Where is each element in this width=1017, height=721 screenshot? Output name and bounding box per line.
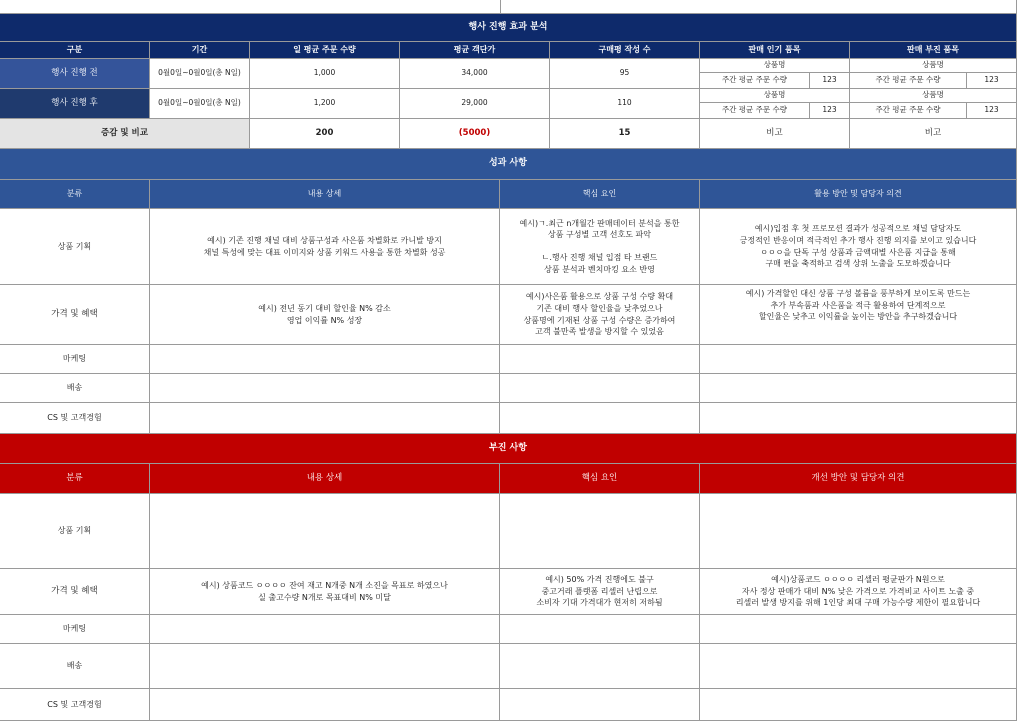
diff-popular-note[interactable]: 비고 (700, 119, 850, 149)
weak-item-qty-before[interactable]: 123 (967, 73, 1017, 89)
results-factor[interactable] (500, 345, 700, 374)
weak-item-name-after[interactable]: 상품명 (850, 89, 1017, 103)
price-after[interactable]: 29,000 (400, 89, 550, 119)
weak-detail[interactable] (150, 615, 500, 644)
results-title: 성과 사항 (0, 149, 1017, 180)
top-blank-cell-right[interactable] (501, 0, 1017, 14)
results-header-opinion: 활용 방안 및 담당자 의견 (700, 180, 1017, 209)
weak-header-opinion: 개선 방안 및 담당자 의견 (700, 464, 1017, 494)
results-factor[interactable]: 예시)사은품 활용으로 상품 구성 수량 확대 기존 대비 행사 할인율을 낮추었으나 상품명에 기재된 상품 구성 수량은 증가하여 고객 불만족 발생을 방지할 수 있었음 (500, 285, 700, 345)
results-opinion[interactable]: 예시) 가격할인 대신 상품 구성 볼륨을 풍부하게 보이도록 만드는 추가 부속품과 사은품을 적극 활용하여 단계적으로 할인율은 낮추고 이익률을 높이는 방안을 추구하겠습니다 (700, 285, 1017, 345)
weak-detail[interactable]: 예시) 상품코드 ㅇㅇㅇㅇ 잔여 재고 N개중 N개 소진을 목표로 하였으나 실 출고수량 N개로 목표대비 N% 미달 (150, 569, 500, 615)
results-category: CS 및 고객경험 (0, 403, 150, 434)
weak-item-name-before[interactable]: 상품명 (850, 59, 1017, 73)
results-detail[interactable]: 예시) 기존 진행 채널 대비 상품구성과 사은품 차별화로 카니발 방지 채널 특성에 맞는 대표 이미지와 상품 키워드 사용을 통한 차별화 성공 (150, 209, 500, 285)
weak-item-qty-after[interactable]: 123 (967, 103, 1017, 119)
price-before[interactable]: 34,000 (400, 59, 550, 89)
reviews-before[interactable]: 95 (550, 59, 700, 89)
results-category: 가격 및 혜택 (0, 285, 150, 345)
diff-label: 증감 및 비교 (0, 119, 250, 149)
results-category: 상품 기획 (0, 209, 150, 285)
effect-header-price: 평균 객단가 (400, 42, 550, 59)
weak-header-detail: 내용 상세 (150, 464, 500, 494)
weak-factor[interactable]: 예시) 50% 가격 진행에도 불구 중고거래 플랫폼 리셀러 난립으로 소비자 기대 가격대가 현저히 저하됨 (500, 569, 700, 615)
weak-factor[interactable] (500, 644, 700, 689)
diff-price[interactable]: (5000) (400, 119, 550, 149)
results-opinion[interactable] (700, 345, 1017, 374)
weak-factor[interactable] (500, 615, 700, 644)
weak-item-sub-before[interactable]: 주간 평균 주문 수량 (850, 73, 967, 89)
popular-item-name-before[interactable]: 상품명 (700, 59, 850, 73)
effect-title: 행사 진행 효과 분석 (0, 14, 1017, 42)
diff-weak-note[interactable]: 비고 (850, 119, 1017, 149)
reviews-after[interactable]: 110 (550, 89, 700, 119)
popular-item-sub-before[interactable]: 주간 평균 주문 수량 (700, 73, 810, 89)
effect-header-popular: 판매 인기 품목 (700, 42, 850, 59)
results-factor[interactable]: 예시)ㄱ.최근 n개월간 판매데이터 분석을 통한 상품 구성별 고객 선호도 파악 ㄴ.행사 진행 채널 입점 타 브랜드 상품 분석과 벤치마킹 요소 반영 (500, 209, 700, 285)
weak-opinion[interactable] (700, 689, 1017, 721)
orders-after[interactable]: 1,200 (250, 89, 400, 119)
results-detail[interactable] (150, 403, 500, 434)
effect-header-weak: 판매 부진 품목 (850, 42, 1017, 59)
weak-factor[interactable] (500, 494, 700, 569)
results-factor[interactable] (500, 403, 700, 434)
weak-opinion[interactable] (700, 615, 1017, 644)
weak-category: 배송 (0, 644, 150, 689)
results-opinion[interactable]: 예시)입점 후 첫 프로모션 결과가 성공적으로 채널 담당자도 긍정적인 반응이며 적극적인 추가 행사 진행 의지를 보이고 있습니다 ㅇㅇㅇ을 단독 구성 상품과 금액대별 사은품 지급을 통해 구매 편을 축적하고 검색 상위 노출을 도모하겠습니다 (700, 209, 1017, 285)
period-after[interactable]: 0월0일~0월0일(총 N일) (150, 89, 250, 119)
results-detail[interactable] (150, 374, 500, 403)
popular-item-qty-before[interactable]: 123 (810, 73, 850, 89)
top-blank-cell-left[interactable] (0, 0, 501, 14)
weak-detail[interactable] (150, 689, 500, 721)
weak-header-factor: 핵심 요인 (500, 464, 700, 494)
orders-before[interactable]: 1,000 (250, 59, 400, 89)
diff-reviews[interactable]: 15 (550, 119, 700, 149)
popular-item-name-after[interactable]: 상품명 (700, 89, 850, 103)
results-header-category: 분류 (0, 180, 150, 209)
results-header-detail: 내용 상세 (150, 180, 500, 209)
results-category: 마케팅 (0, 345, 150, 374)
results-header-factor: 핵심 요인 (500, 180, 700, 209)
effect-header-category: 구분 (0, 42, 150, 59)
effect-header-period: 기간 (150, 42, 250, 59)
weak-category: 마케팅 (0, 615, 150, 644)
weak-title: 부진 사항 (0, 434, 1017, 464)
weak-opinion[interactable]: 예시)상품코드 ㅇㅇㅇㅇ 리셀러 평균판가 N원으로 자사 정상 판매가 대비 N% 낮은 가격으로 가격비교 사이트 노출 중 리셀러 발생 방지를 위해 1인당 최대 구매 가능수량 제한이 필요합니다 (700, 569, 1017, 615)
weak-opinion[interactable] (700, 494, 1017, 569)
popular-item-sub-after[interactable]: 주간 평균 주문 수량 (700, 103, 810, 119)
weak-item-sub-after[interactable]: 주간 평균 주문 수량 (850, 103, 967, 119)
diff-orders[interactable]: 200 (250, 119, 400, 149)
results-opinion[interactable] (700, 374, 1017, 403)
period-before[interactable]: 0월0일~0월0일(총 N일) (150, 59, 250, 89)
row-label-before: 행사 진행 전 (0, 59, 150, 89)
results-opinion[interactable] (700, 403, 1017, 434)
weak-opinion[interactable] (700, 644, 1017, 689)
results-detail[interactable]: 예시) 전년 동기 대비 할인율 N% 감소 영업 이익률 N% 성장 (150, 285, 500, 345)
results-category: 배송 (0, 374, 150, 403)
effect-header-orders: 일 평균 주문 수량 (250, 42, 400, 59)
weak-category: 상품 기획 (0, 494, 150, 569)
weak-factor[interactable] (500, 689, 700, 721)
popular-item-qty-after[interactable]: 123 (810, 103, 850, 119)
weak-category: CS 및 고객경험 (0, 689, 150, 721)
row-label-after: 행사 진행 후 (0, 89, 150, 119)
weak-header-category: 분류 (0, 464, 150, 494)
results-factor[interactable] (500, 374, 700, 403)
weak-category: 가격 및 혜택 (0, 569, 150, 615)
weak-detail[interactable] (150, 494, 500, 569)
effect-header-reviews: 구매평 작성 수 (550, 42, 700, 59)
results-detail[interactable] (150, 345, 500, 374)
weak-detail[interactable] (150, 644, 500, 689)
